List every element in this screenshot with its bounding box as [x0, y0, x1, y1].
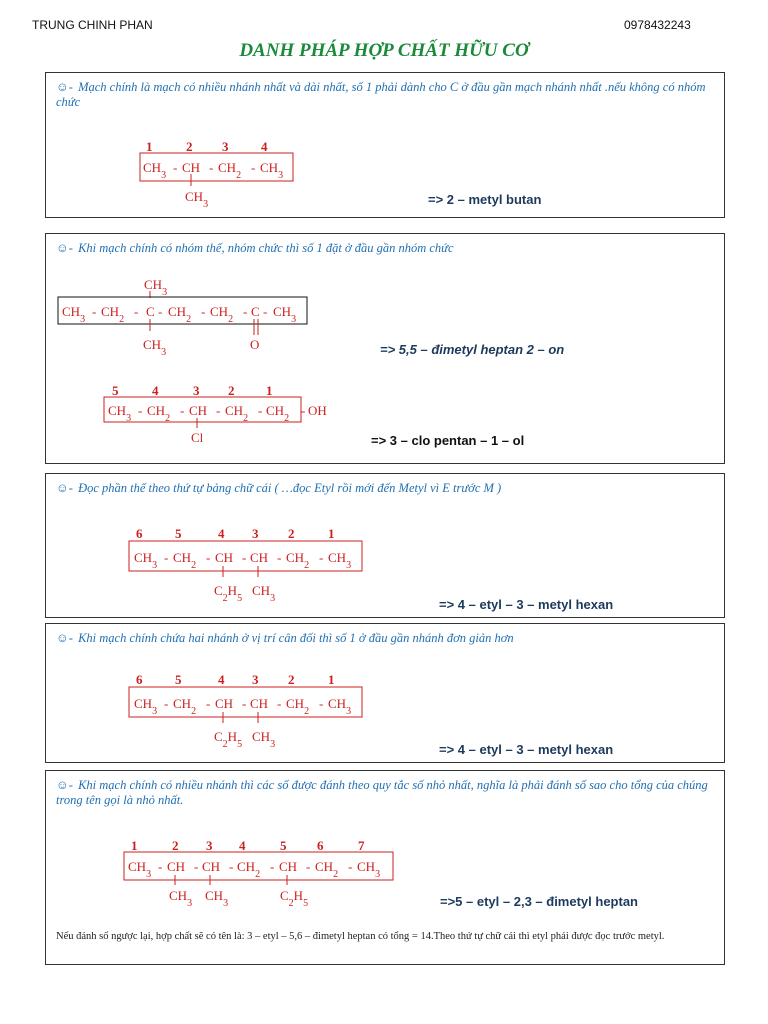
chain-number: 4 [218, 526, 225, 541]
branch-group: $C_2H_5$ [280, 888, 309, 909]
chain-number: 5 [175, 672, 182, 687]
chain-group: $CH_2$ [315, 859, 339, 880]
bond-dash: - [92, 304, 97, 319]
chain-group: CH [215, 696, 234, 711]
chain-number: 3 [206, 838, 213, 853]
bond-dash: - [258, 403, 263, 418]
bond-dash: - [306, 859, 311, 874]
bottom-branch: $CH_3$ [143, 337, 167, 358]
bond-dash: - [201, 304, 206, 319]
bond-dash: - [243, 304, 248, 319]
rule-3-text: Đọc phần thế theo thứ tự bảng chữ cái ( …đọc Etyl rồi mới đến Metyl vì E trước M ) [78, 481, 502, 495]
bond-dash: - [206, 696, 211, 711]
bond-dash: - [180, 403, 185, 418]
bullet-icon: ☺- [56, 481, 73, 495]
chain-number: 5 [112, 383, 119, 398]
chain-group: $CH_3$ [143, 160, 167, 181]
bond-dash: - [319, 696, 324, 711]
chain-group: CH [250, 550, 269, 565]
chain-group: $CH_2$ [173, 696, 197, 717]
formula-2-methylbutane [46, 73, 726, 219]
chain-group: $CH_2$ [266, 403, 290, 424]
page-title: DANH PHÁP HỢP CHẤT HỮU CƠ [239, 40, 529, 61]
bond-dash: - [134, 304, 139, 319]
chain-group: $CH_2$ [237, 859, 261, 880]
chain-group: $CH_3$ [273, 304, 297, 325]
answer-5: =>5 – etyl – 2,3 – đimetyl heptan [440, 894, 638, 909]
bond-dash: - [164, 550, 169, 565]
bond-dash: - [270, 859, 275, 874]
chain-number: 3 [252, 672, 259, 687]
section-1 [45, 72, 725, 218]
chain-group: $CH_2$ [147, 403, 171, 424]
chain-group: CH [250, 696, 269, 711]
chain-group: C [146, 304, 155, 319]
chain-group: $CH_3$ [134, 696, 158, 717]
branch-group: $CH_3$ [205, 888, 229, 909]
oxygen-atom: O [250, 337, 260, 352]
bullet-icon: ☺- [56, 778, 73, 792]
chain-group: $CH_2$ [101, 304, 125, 325]
chain-group: C [251, 304, 260, 319]
branch-group: $CH_3$ [252, 729, 276, 750]
bond-dash: - [348, 859, 353, 874]
chain-number: 6 [317, 838, 324, 853]
section-5 [45, 770, 725, 965]
rule-2-text: Khi mạch chính có nhóm thế, nhóm chức thì số 1 đặt ở đầu gần nhóm chức [78, 241, 454, 255]
branch-group: $C_2H_5$ [214, 729, 243, 750]
bond-dash: - [138, 403, 143, 418]
bullet-icon: ☺- [56, 631, 73, 645]
chain-number: 7 [358, 838, 365, 853]
chain-group: CH [189, 403, 208, 418]
chain-number: 1 [266, 383, 273, 398]
section-3 [45, 473, 725, 618]
chain-number: 3 [193, 383, 200, 398]
chain-number: 5 [175, 526, 182, 541]
answer-2b: => 3 – clo pentan – 1 – ol [371, 433, 525, 448]
bond-dash: - [277, 550, 282, 565]
answer-1: => 2 – metyl butan [428, 192, 542, 207]
chain-number: 6 [136, 672, 143, 687]
chain-group: $CH_3$ [328, 696, 352, 717]
branch-group: $CH_3$ [169, 888, 193, 909]
answer-2a: => 5,5 – đimetyl heptan 2 – on [380, 342, 565, 357]
chain-number: 5 [280, 838, 287, 853]
chain-group: $CH_2$ [225, 403, 249, 424]
chain-group: $CH_2$ [210, 304, 234, 325]
bond-dash: - [158, 304, 163, 319]
tail-group: OH [308, 403, 327, 418]
bond-dash: - [158, 859, 163, 874]
chain-group: $CH_2$ [286, 550, 310, 571]
chain-group: $CH_3$ [108, 403, 132, 424]
chain-group: $CH_3$ [134, 550, 158, 571]
bond-dash: - [242, 696, 247, 711]
rule-1-text: Mạch chính là mạch có nhiều nhánh nhất và dài nhất, số 1 phải dành cho C ở đầu gần mạch nhánh nhất .nếu không có nhóm chức [56, 80, 706, 109]
chain-number: 2 [228, 383, 235, 398]
top-branch: $CH_3$ [144, 277, 168, 298]
bond-dash: - [229, 859, 234, 874]
chain-number: 4 [218, 672, 225, 687]
chain-number: 1 [328, 526, 335, 541]
branch-group: $CH_3$ [252, 583, 276, 604]
bond-dash: - [173, 160, 178, 175]
chain-group: CH [202, 859, 221, 874]
chain-group: $CH_3$ [357, 859, 381, 880]
chain-number: 2 [172, 838, 179, 853]
chain-group: CH [215, 550, 234, 565]
chain-number: 4 [261, 139, 268, 154]
bond-dash: - [251, 160, 256, 175]
formula-symmetric-branches [46, 624, 726, 764]
chain-number: 1 [146, 139, 153, 154]
footnote: Nếu đánh số ngược lại, hợp chất sẽ có tên là: 3 – etyl – 5,6 – đimetyl heptan có tổng = 14.Theo thứ tự chữ cái thì etyl phải được đọc trước metyl. [56, 931, 665, 942]
bullet-icon: ☺- [56, 241, 73, 255]
bond-dash: - [194, 859, 199, 874]
chain-number: 2 [288, 526, 295, 541]
bond-dash: - [206, 550, 211, 565]
chain-group: CH [279, 859, 298, 874]
phone-number: 0978432243 [624, 18, 691, 32]
chain-number: 1 [131, 838, 138, 853]
chain-group: CH [167, 859, 186, 874]
chain-group: $CH_3$ [128, 859, 152, 880]
rule-5-text: Khi mạch chính có nhiều nhánh thì các số được đánh theo quy tắc số nhỏ nhất, nghĩa là phải đánh số sao cho tổng của chúng trong tên gọi là nhỏ nhất. [56, 778, 708, 807]
chain-group: $CH_3$ [62, 304, 86, 325]
chain-number: 2 [288, 672, 295, 687]
author-name: TRUNG CHINH PHAN [32, 18, 153, 32]
bullet-icon: ☺- [56, 80, 73, 94]
chain-number: 3 [222, 139, 229, 154]
bond-dash: - [277, 696, 282, 711]
bond-dash: - [263, 304, 268, 319]
chain-group: CH [182, 160, 201, 175]
chain-number: 2 [186, 139, 193, 154]
section-2 [45, 233, 725, 464]
branch-group: $C_2H_5$ [214, 583, 243, 604]
bond-dash: - [216, 403, 221, 418]
formula-ethyl-methyl-hexane [46, 474, 726, 619]
chain-group: $CH_3$ [328, 550, 352, 571]
chain-number: 4 [239, 838, 246, 853]
chain-group: $CH_2$ [218, 160, 242, 181]
rule-4-text: Khi mạch chính chứa hai nhánh ở vị trí cân đối thì số 1 ở đầu gần nhánh đơn giản hơn [78, 631, 514, 645]
bond-dash: - [242, 550, 247, 565]
bond-dash: - [319, 550, 324, 565]
chain-group: $CH_3$ [260, 160, 284, 181]
chain-number: 1 [328, 672, 335, 687]
chain-group: $CH_2$ [168, 304, 192, 325]
chain-group: $CH_2$ [286, 696, 310, 717]
chain-number: 6 [136, 526, 143, 541]
chain-group: $CH_2$ [173, 550, 197, 571]
branch-group: $CH_3$ [185, 189, 209, 210]
section-4 [45, 623, 725, 763]
chain-number: 3 [252, 526, 259, 541]
bond-dash: - [209, 160, 214, 175]
branch-group: Cl [191, 430, 204, 445]
chain-number: 4 [152, 383, 159, 398]
bond-dash: - [301, 403, 306, 418]
answer-4: => 4 – etyl – 3 – metyl hexan [439, 742, 614, 757]
answer-3: => 4 – etyl – 3 – metyl hexan [439, 597, 614, 612]
bond-dash: - [164, 696, 169, 711]
